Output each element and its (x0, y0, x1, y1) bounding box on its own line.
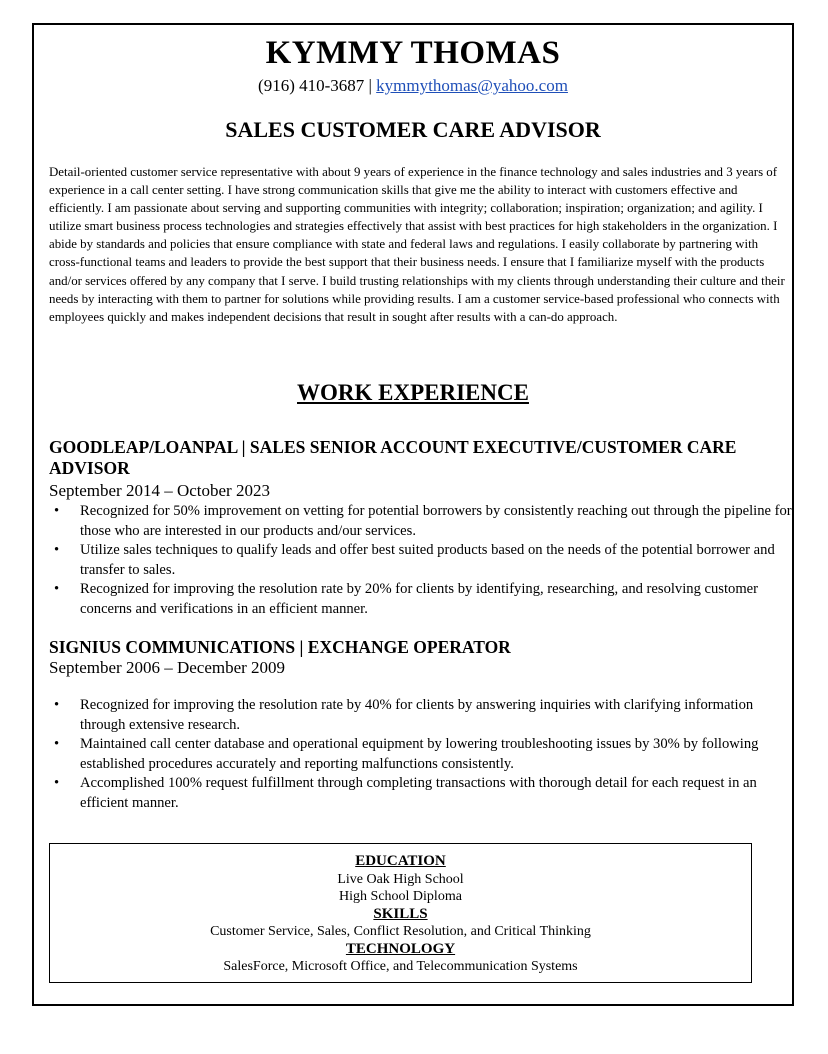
school-name: Live Oak High School (337, 871, 464, 887)
degree: High School Diploma (339, 889, 462, 904)
job-dates: September 2014 – October 2023 (49, 481, 270, 500)
job-title: GOODLEAP/LOANPAL | SALES SENIOR ACCOUNT EXECUTIVE/CUSTOMER CARE ADVISOR (49, 437, 737, 478)
work-experience-heading: WORK EXPERIENCE (297, 380, 529, 405)
job-target-title: SALES CUSTOMER CARE ADVISOR (225, 117, 601, 142)
list-item: • Accomplished 100% request fulfillment through completing transactions with thorough detail for each request in an efficient manner. (49, 774, 792, 813)
education-heading: EDUCATION (355, 853, 446, 869)
candidate-name: KYMMY THOMAS (265, 35, 561, 71)
phone-number: (916) 410-3687 | (258, 76, 377, 95)
skills-heading: SKILLS (373, 905, 428, 922)
email-link[interactable]: kymmythomas@yahoo.com (376, 76, 568, 95)
technology-list: SalesForce, Microsoft Office, and Telecommunication Systems (223, 959, 578, 974)
list-item: • Maintained call center database and operational equipment by lowering troubleshooting issues by 30% by following established procedures accurately and reporting malfunctions consistently. (49, 735, 792, 774)
technology-heading: TECHNOLOGY (345, 940, 456, 957)
list-item: • Recognized for 50% improvement on vetting for potential borrowers by consistently reaching out through the pipeline for those who are interested in our products and/our services. (49, 502, 792, 541)
professional-summary: Detail-oriented customer service representative with about 9 years of experience in the finance technology and sales industries and 3 years of experience in a call center setting. I have strong communication skills that give me the ability to interact with customers effective and efficiently. I am passionate about serving and supporting communities with integrity; collaboration; inspiration; organization; and agility. I utilize smart business process technologies and strategies effectively that assist with best practices for high stakeholders in the organization. I abide by standards and policies that ensure compliance with state and federal laws and regulations. I easily collaborate by partnering with cross-functional teams and leaders to provide the best support that their business needs. I ensure that I familiarize myself with the products and/or services offered by any company that I serve. I build trusting relationships with my clients through understanding their culture and their needs by interacting with them to partner for solutions while providing results. I am a customer service-based professional who connects with employees quickly and makes independent decisions that result in sought after results with a can-do approach. (49, 165, 785, 324)
list-item: • Utilize sales techniques to qualify leads and offer best suited products based on the needs of the potential borrower and transfer to sales. (49, 541, 792, 580)
contact-line (34, 76, 792, 96)
resume-page (32, 23, 794, 1006)
education-skills-box (49, 843, 752, 983)
job-title: SIGNIUS COMMUNICATIONS | EXCHANGE OPERATOR (49, 637, 511, 657)
job-bullets (49, 502, 792, 620)
list-item: • Recognized for improving the resolution rate by 40% for clients by answering inquiries with clarifying information through extensive research. (49, 696, 792, 735)
list-item: • Recognized for improving the resolution rate by 20% for clients by identifying, researching, and resolving customer concerns and verifications in an efficient manner. (49, 580, 792, 619)
job-bullets (49, 696, 792, 814)
skills-list: Customer Service, Sales, Conflict Resolution, and Critical Thinking (210, 924, 591, 939)
job-dates: September 2006 – December 2009 (49, 658, 286, 677)
